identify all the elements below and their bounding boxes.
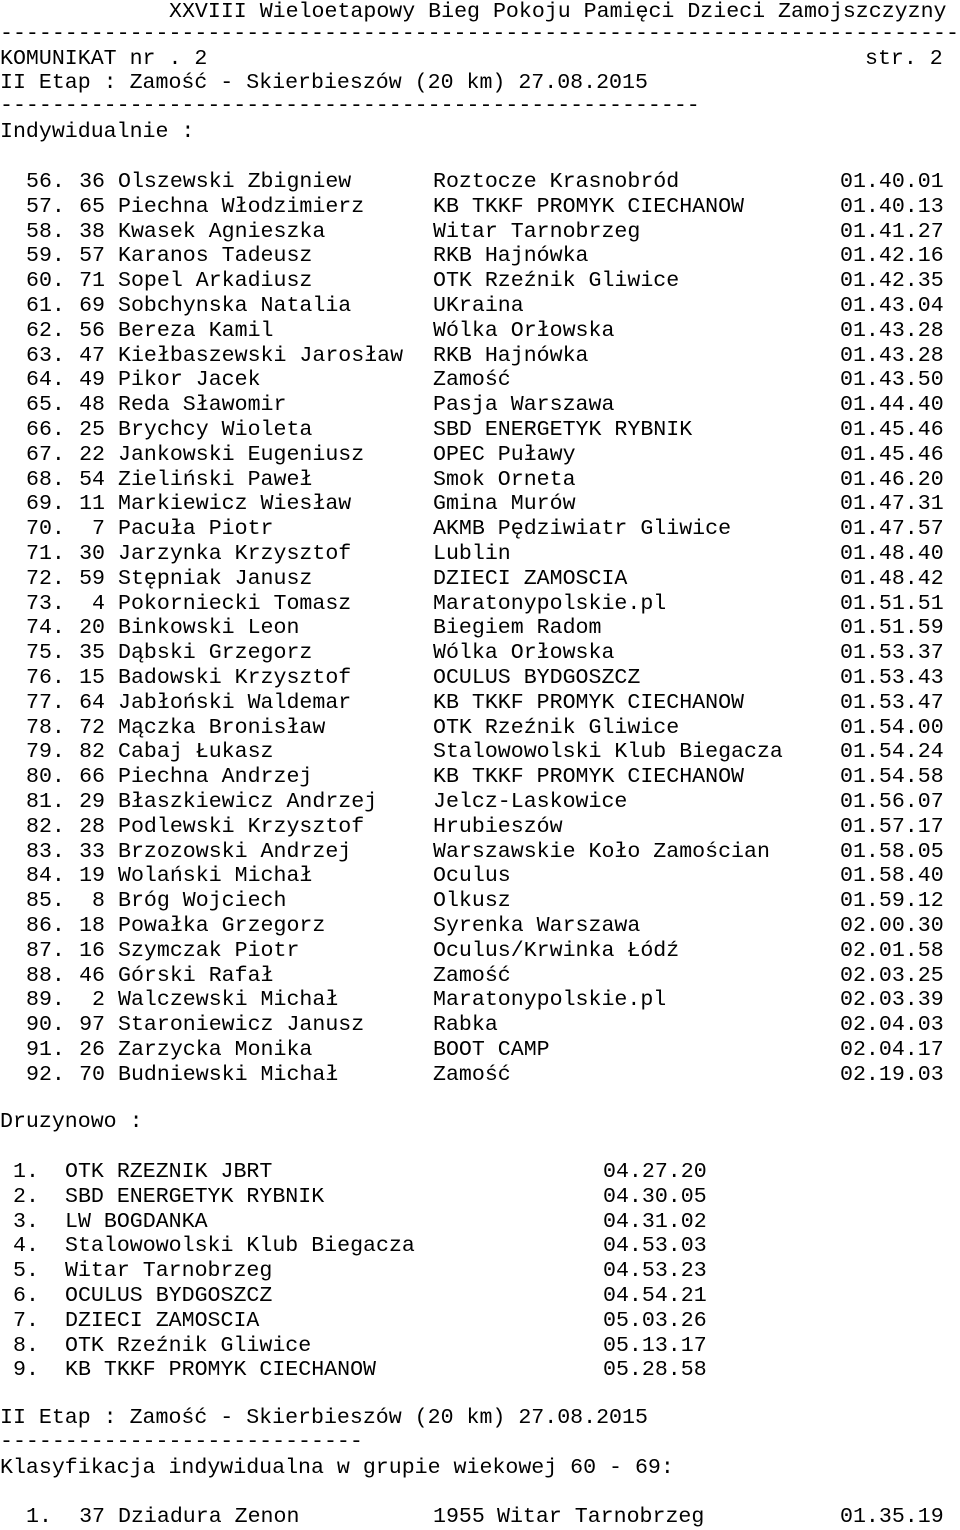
result-place: 65. xyxy=(26,393,65,418)
finish-time: 01.54.58 xyxy=(840,765,944,790)
club-name: Warszawskie Koło Zamościan xyxy=(433,839,770,864)
bib-number: 11 xyxy=(79,492,105,517)
club-name: Zamość xyxy=(433,963,511,988)
finish-time: 01.47.57 xyxy=(840,517,944,542)
finish-time: 01.58.05 xyxy=(840,839,944,864)
bib-number: 29 xyxy=(79,790,105,814)
result-row xyxy=(0,492,960,517)
finish-time: 02.01.58 xyxy=(840,938,944,963)
result-row xyxy=(0,840,960,865)
finish-time: 01.35.19 xyxy=(840,1505,944,1529)
result-row xyxy=(0,691,960,716)
club-name: Rabka xyxy=(433,1013,498,1038)
birth-year: 1955 xyxy=(433,1505,485,1529)
bib-number: 25 xyxy=(79,418,105,442)
team-name: SBD ENERGETYK RYBNIK xyxy=(65,1184,325,1209)
team-name: OCULUS BYDGOSZCZ xyxy=(65,1284,273,1308)
team-row xyxy=(0,1234,960,1259)
result-row xyxy=(0,815,960,840)
result-row xyxy=(0,468,960,493)
bib-number: 16 xyxy=(79,938,105,963)
bib-number: 8 xyxy=(92,889,105,914)
team-time: 04.53.23 xyxy=(603,1259,707,1284)
finish-time: 01.56.07 xyxy=(840,790,944,814)
result-row xyxy=(0,939,960,964)
club-name: DZIECI ZAMOSCIA xyxy=(433,566,628,591)
finish-time: 02.03.25 xyxy=(840,963,944,988)
finish-time: 01.40.01 xyxy=(840,170,944,194)
bib-number: 64 xyxy=(79,690,105,715)
result-place: 63. xyxy=(26,343,65,368)
team-row xyxy=(0,1210,960,1235)
result-place: 83. xyxy=(26,839,65,864)
runner-name: Kiełbaszewski Jarosław xyxy=(118,343,404,368)
bib-number: 70 xyxy=(79,1062,105,1087)
finish-time: 01.43.28 xyxy=(840,318,944,343)
club-name: Maratonypolskie.pl xyxy=(433,591,667,616)
result-place: 86. xyxy=(26,914,65,938)
bib-number: 26 xyxy=(79,1038,105,1062)
team-row xyxy=(0,1334,960,1359)
runner-name: Zarzycka Monika xyxy=(118,1038,313,1062)
result-row xyxy=(0,616,960,641)
result-place: 78. xyxy=(26,715,65,740)
team-time: 05.03.26 xyxy=(603,1308,707,1333)
result-row xyxy=(0,914,960,939)
team-place: 8. xyxy=(13,1333,39,1358)
result-place: 84. xyxy=(26,864,65,889)
club-name: OTK Rzeźnik Gliwice xyxy=(433,715,680,740)
result-place: 66. xyxy=(26,418,65,442)
club-name: KB TKKF PROMYK CIECHANOW xyxy=(433,194,745,219)
finish-time: 01.43.28 xyxy=(840,343,944,368)
runner-name: Kwasek Agnieszka xyxy=(118,219,326,244)
club-name: AKMB Pędziwiatr Gliwice xyxy=(433,517,732,542)
runner-name: Pokorniecki Tomasz xyxy=(118,591,352,616)
team-place: 4. xyxy=(13,1234,39,1259)
team-name: Stalowowolski Klub Biegacza xyxy=(65,1234,415,1259)
bib-number: 49 xyxy=(79,368,105,393)
result-row xyxy=(0,517,960,542)
result-place: 56. xyxy=(26,170,65,194)
team-row xyxy=(0,1309,960,1334)
team-time: 04.54.21 xyxy=(603,1284,707,1308)
result-place: 90. xyxy=(26,1013,65,1038)
runner-name: Budniewski Michał xyxy=(118,1062,339,1087)
finish-time: 02.04.03 xyxy=(840,1013,944,1038)
runner-name: Bereza Kamil xyxy=(118,318,274,343)
team-place: 1. xyxy=(13,1160,39,1184)
finish-time: 01.41.27 xyxy=(840,219,944,244)
team-row xyxy=(0,1358,960,1383)
bib-number: 69 xyxy=(79,294,105,318)
runner-name: Podlewski Krzysztof xyxy=(118,814,365,839)
team-place: 5. xyxy=(13,1259,39,1284)
result-place: 58. xyxy=(26,219,65,244)
team-row xyxy=(0,1284,960,1309)
result-place: 59. xyxy=(26,244,65,269)
finish-time: 01.45.46 xyxy=(840,418,944,442)
result-row xyxy=(0,1038,960,1063)
runner-name: Markiewicz Wiesław xyxy=(118,492,352,517)
bib-number: 2 xyxy=(92,988,105,1013)
finish-time: 01.51.59 xyxy=(840,616,944,641)
team-time: 04.31.02 xyxy=(603,1209,707,1234)
finish-time: 01.43.04 xyxy=(840,294,944,318)
runner-name: Dziadura Zenon xyxy=(118,1505,300,1529)
bib-number: 36 xyxy=(79,170,105,194)
runner-name: Binkowski Leon xyxy=(118,616,300,641)
result-place: 70. xyxy=(26,517,65,542)
result-row xyxy=(0,641,960,666)
finish-time: 01.45.46 xyxy=(840,442,944,467)
bib-number: 7 xyxy=(92,517,105,542)
bib-number: 59 xyxy=(79,566,105,591)
runner-name: Sopel Arkadiusz xyxy=(118,269,313,294)
runner-name: Brzozowski Andrzej xyxy=(118,839,352,864)
result-row xyxy=(0,269,960,294)
runner-name: Mączka Bronisław xyxy=(118,715,326,740)
bib-number: 4 xyxy=(92,591,105,616)
bib-number: 56 xyxy=(79,318,105,343)
runner-name: Bróg Wojciech xyxy=(118,889,287,914)
runner-name: Jabłoński Waldemar xyxy=(118,690,352,715)
result-place: 69. xyxy=(26,492,65,517)
club-name: OTK Rzeźnik Gliwice xyxy=(433,269,680,294)
team-name: OTK RZEZNIK JBRT xyxy=(65,1160,273,1184)
finish-time: 02.04.17 xyxy=(840,1038,944,1062)
bib-number: 66 xyxy=(79,765,105,790)
runner-name: Szymczak Piotr xyxy=(118,938,300,963)
finish-time: 01.42.35 xyxy=(840,269,944,294)
result-row xyxy=(0,220,960,245)
result-place: 60. xyxy=(26,269,65,294)
club-name: UKraina xyxy=(433,294,524,318)
bib-number: 33 xyxy=(79,839,105,864)
club-name: Oculus xyxy=(433,864,511,889)
club-name: Roztocze Krasnobród xyxy=(433,170,680,194)
result-place: 85. xyxy=(26,889,65,914)
runner-name: Karanos Tadeusz xyxy=(118,244,313,269)
result-row xyxy=(0,964,960,989)
runner-name: Błaszkiewicz Andrzej xyxy=(118,790,378,814)
result-place: 68. xyxy=(26,467,65,492)
result-place: 92. xyxy=(26,1062,65,1087)
result-row xyxy=(0,864,960,889)
team-name: Witar Tarnobrzeg xyxy=(65,1259,273,1284)
result-row xyxy=(0,443,960,468)
team-place: 2. xyxy=(13,1184,39,1209)
bib-number: 71 xyxy=(79,269,105,294)
result-row xyxy=(0,666,960,691)
result-row xyxy=(0,1013,960,1038)
stage-title: II Etap : Zamość - Skierbieszów (20 km) 27.08.2015 xyxy=(0,71,648,95)
result-place: 61. xyxy=(26,294,65,318)
team-name: DZIECI ZAMOSCIA xyxy=(65,1308,260,1333)
finish-time: 01.54.24 xyxy=(840,740,944,765)
finish-time: 02.03.39 xyxy=(840,988,944,1013)
finish-time: 01.53.47 xyxy=(840,690,944,715)
club-name: Oculus/Krwinka Łódź xyxy=(433,938,680,963)
runner-name: Stępniak Janusz xyxy=(118,566,313,591)
result-row xyxy=(0,716,960,741)
club-name: SBD ENERGETYK RYBNIK xyxy=(433,418,693,442)
finish-time: 02.19.03 xyxy=(840,1062,944,1087)
club-name: Gmina Murów xyxy=(433,492,576,517)
bib-number: 46 xyxy=(79,963,105,988)
age-rule: ---------------------------- xyxy=(0,1430,363,1454)
result-place: 62. xyxy=(26,318,65,343)
result-row xyxy=(0,170,960,195)
club-name: Zamość xyxy=(433,1062,511,1087)
result-place: 74. xyxy=(26,616,65,641)
bib-number: 19 xyxy=(79,864,105,889)
team-row xyxy=(0,1160,960,1185)
team-place: 6. xyxy=(13,1284,39,1308)
team-time: 04.30.05 xyxy=(603,1184,707,1209)
finish-time: 02.00.30 xyxy=(840,914,944,938)
finish-time: 01.47.31 xyxy=(840,492,944,517)
club-name: Wólka Orłowska xyxy=(433,641,615,666)
club-name: Jelcz-Laskowice xyxy=(433,790,628,814)
runner-name: Sobchynska Natalia xyxy=(118,294,352,318)
result-row xyxy=(0,889,960,914)
result-place: 77. xyxy=(26,690,65,715)
club-name: Wólka Orłowska xyxy=(433,318,615,343)
team-name: LW BOGDANKA xyxy=(65,1209,208,1234)
bib-number: 72 xyxy=(79,715,105,740)
result-row xyxy=(0,592,960,617)
result-place: 87. xyxy=(26,938,65,963)
runner-name: Górski Rafał xyxy=(118,963,274,988)
result-row xyxy=(0,1063,960,1088)
finish-time: 01.44.40 xyxy=(840,393,944,418)
team-name: KB TKKF PROMYK CIECHANOW xyxy=(65,1358,377,1383)
result-place: 79. xyxy=(26,740,65,765)
result-place: 76. xyxy=(26,666,65,690)
bib-number: 47 xyxy=(79,343,105,368)
runner-name: Badowski Krzysztof xyxy=(118,666,352,690)
finish-time: 01.58.40 xyxy=(840,864,944,889)
bib-number: 97 xyxy=(79,1013,105,1038)
individual-heading: Indywidualnie : xyxy=(0,120,195,144)
result-place: 71. xyxy=(26,542,65,566)
finish-time: 01.57.17 xyxy=(840,814,944,839)
bib-number: 22 xyxy=(79,442,105,467)
bib-number: 65 xyxy=(79,194,105,219)
result-place: 72. xyxy=(26,566,65,591)
bib-number: 20 xyxy=(79,616,105,641)
bib-number: 28 xyxy=(79,814,105,839)
result-row xyxy=(0,740,960,765)
bib-number: 37 xyxy=(79,1505,105,1529)
finish-time: 01.40.13 xyxy=(840,194,944,219)
runner-name: Pacuła Piotr xyxy=(118,517,274,542)
finish-time: 01.51.51 xyxy=(840,591,944,616)
runner-name: Staroniewicz Janusz xyxy=(118,1013,365,1038)
club-name: Witar Tarnobrzeg xyxy=(497,1505,705,1529)
club-name: Syrenka Warszawa xyxy=(433,914,641,938)
age-group-heading: Klasyfikacja indywidualna w grupie wiekowej 60 - 69: xyxy=(0,1456,674,1480)
page-number: str. 2 xyxy=(865,47,943,71)
result-place: 81. xyxy=(26,790,65,814)
club-name: Stalowowolski Klub Biegacza xyxy=(433,740,783,765)
club-name: Witar Tarnobrzeg xyxy=(433,219,641,244)
communique-number: KOMUNIKAT nr . 2 xyxy=(0,47,208,71)
result-place: 75. xyxy=(26,641,65,666)
runner-name: Walczewski Michał xyxy=(118,988,339,1013)
result-place: 88. xyxy=(26,963,65,988)
rule-top: -------------------------------------------------------------------------- xyxy=(0,22,959,46)
team-place: 9. xyxy=(13,1358,39,1383)
runner-name: Piechna Włodzimierz xyxy=(118,194,365,219)
team-time: 05.13.17 xyxy=(603,1333,707,1358)
finish-time: 01.42.16 xyxy=(840,244,944,269)
finish-time: 01.48.42 xyxy=(840,566,944,591)
club-name: Maratonypolskie.pl xyxy=(433,988,667,1013)
result-place: 82. xyxy=(26,814,65,839)
runner-name: Piechna Andrzej xyxy=(118,765,313,790)
club-name: Hrubieszów xyxy=(433,814,563,839)
event-title: XXVIII Wieloetapowy Bieg Pokoju Pamięci Dzieci Zamojszczyzny xyxy=(169,0,947,24)
team-time: 04.53.03 xyxy=(603,1234,707,1259)
bib-number: 18 xyxy=(79,914,105,938)
club-name: OCULUS BYDGOSZCZ xyxy=(433,666,641,690)
team-time: 05.28.58 xyxy=(603,1358,707,1383)
result-row xyxy=(0,244,960,269)
bib-number: 15 xyxy=(79,666,105,690)
result-place: 89. xyxy=(26,988,65,1013)
result-row xyxy=(0,294,960,319)
runner-name: Olszewski Zbigniew xyxy=(118,170,352,194)
bib-number: 35 xyxy=(79,641,105,666)
result-place: 64. xyxy=(26,368,65,393)
runner-name: Reda Sławomir xyxy=(118,393,287,418)
club-name: BOOT CAMP xyxy=(433,1038,550,1062)
club-name: KB TKKF PROMYK CIECHANOW xyxy=(433,690,745,715)
club-name: OPEC Puławy xyxy=(433,442,576,467)
team-time: 04.27.20 xyxy=(603,1160,707,1184)
team-row xyxy=(0,1185,960,1210)
runner-name: Wolański Michał xyxy=(118,864,313,889)
team-row xyxy=(0,1259,960,1284)
runner-name: Jankowski Eugeniusz xyxy=(118,442,365,467)
result-row xyxy=(0,344,960,369)
team-name: OTK Rzeźnik Gliwice xyxy=(65,1333,312,1358)
runner-name: Zieliński Paweł xyxy=(118,467,313,492)
team-heading: Druzynowo : xyxy=(0,1110,143,1134)
runner-name: Cabaj Łukasz xyxy=(118,740,274,765)
bib-number: 48 xyxy=(79,393,105,418)
result-row xyxy=(0,765,960,790)
result-place: 91. xyxy=(26,1038,65,1062)
bib-number: 82 xyxy=(79,740,105,765)
result-row xyxy=(0,418,960,443)
result-row xyxy=(0,567,960,592)
bib-number: 54 xyxy=(79,467,105,492)
finish-time: 01.53.37 xyxy=(840,641,944,666)
club-name: Pasja Warszawa xyxy=(433,393,615,418)
runner-name: Pikor Jacek xyxy=(118,368,261,393)
club-name: Zamość xyxy=(433,368,511,393)
finish-time: 01.48.40 xyxy=(840,542,944,566)
club-name: Olkusz xyxy=(433,889,511,914)
age-stage-title: II Etap : Zamość - Skierbieszów (20 km) 27.08.2015 xyxy=(0,1406,648,1430)
finish-time: 01.54.00 xyxy=(840,715,944,740)
result-row xyxy=(0,195,960,220)
result-place: 1. xyxy=(26,1505,52,1529)
team-place: 7. xyxy=(13,1308,39,1333)
finish-time: 01.53.43 xyxy=(840,666,944,690)
result-row xyxy=(0,319,960,344)
club-name: Smok Orneta xyxy=(433,467,576,492)
result-row xyxy=(0,790,960,815)
club-name: Lublin xyxy=(433,542,511,566)
bib-number: 30 xyxy=(79,542,105,566)
result-place: 67. xyxy=(26,442,65,467)
runner-name: Dąbski Grzegorz xyxy=(118,641,313,666)
rule-mid: ------------------------------------------------------ xyxy=(0,94,700,118)
team-place: 3. xyxy=(13,1209,39,1234)
bib-number: 57 xyxy=(79,244,105,269)
club-name: KB TKKF PROMYK CIECHANOW xyxy=(433,765,745,790)
bib-number: 38 xyxy=(79,219,105,244)
result-place: 73. xyxy=(26,591,65,616)
club-name: RKB Hajnówka xyxy=(433,343,589,368)
finish-time: 01.43.50 xyxy=(840,368,944,393)
finish-time: 01.59.12 xyxy=(840,889,944,914)
runner-name: Jarzynka Krzysztof xyxy=(118,542,352,566)
runner-name: Powałka Grzegorz xyxy=(118,914,326,938)
runner-name: Brychcy Wioleta xyxy=(118,418,313,442)
finish-time: 01.46.20 xyxy=(840,467,944,492)
result-place: 57. xyxy=(26,194,65,219)
club-name: RKB Hajnówka xyxy=(433,244,589,269)
result-place: 80. xyxy=(26,765,65,790)
club-name: Biegiem Radom xyxy=(433,616,602,641)
result-row xyxy=(0,988,960,1013)
result-row xyxy=(0,542,960,567)
result-row xyxy=(0,368,960,393)
result-row xyxy=(0,393,960,418)
age-result-row xyxy=(0,1505,960,1530)
